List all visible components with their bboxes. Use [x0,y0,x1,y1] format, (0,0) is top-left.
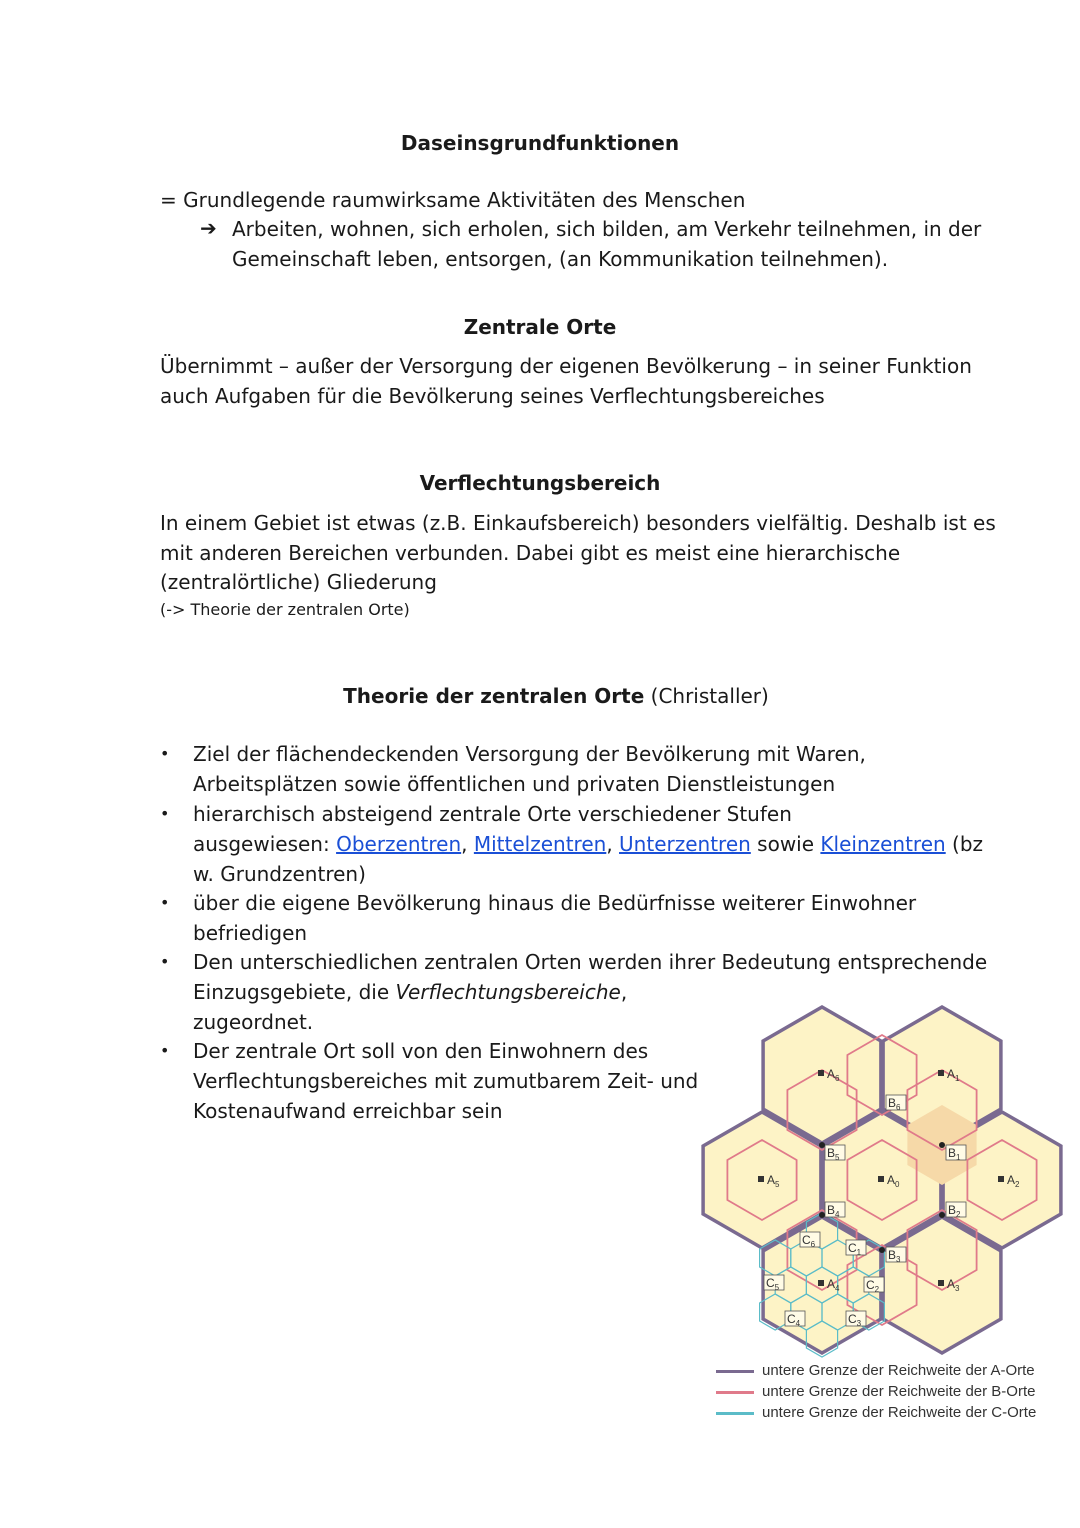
bullet-4: • [160,952,170,971]
bullet-1: • [160,744,170,763]
legend-c [716,1404,1036,1421]
legend-c-line [716,1412,754,1415]
legend-a-line [716,1370,754,1373]
label-c3 [846,1311,866,1328]
title-theorie [0,684,1080,708]
link-oberzentren[interactable]: Oberzentren [336,832,462,856]
b5-line3: Kostenaufwand erreichbar sein [193,1099,503,1123]
label-c4 [785,1311,805,1328]
b4-line2 [193,978,627,1008]
label-text-a0: $A_0$ [887,1173,900,1189]
label-b5 [825,1145,845,1162]
label-text-b1: $B_1$ [948,1146,961,1162]
label-c5 [764,1275,784,1292]
link-mittelzentren[interactable]: Mittelzentren [473,832,607,856]
label-text-b3: $B_3$ [888,1248,901,1264]
label-text-c3: $C_3$ [848,1312,862,1328]
theorie-title-bold: Theorie der zentralen Orte [343,684,645,708]
zentrale-line1: Übernimmt – außer der Versorgung der eigenen Bevölkerung – in seiner Funktion [160,354,972,378]
b4-italic: Verflechtungsbereiche [395,980,621,1004]
zentrale-line2: auch Aufgaben für die Bevölkerung seines Verflechtungsbereiches [160,384,825,408]
label-text-c5: $C_5$ [766,1276,780,1292]
legend-a [716,1362,1035,1379]
legend-b-line [716,1391,754,1394]
legend-c-text: untere Grenze der Reichweite der C-Orte [762,1404,1037,1421]
christaller-hexagon-diagram [690,995,1075,1360]
place-square-a1 [938,1070,944,1076]
daseins-list-line1: Arbeiten, wohnen, sich erholen, sich bilden, am Verkehr teilnehmen, in der [232,217,982,241]
label-text-c6: $C_6$ [802,1233,816,1249]
link-kleinzentren[interactable]: Kleinzentren [820,832,946,856]
label-text-a1: $A_1$ [947,1067,960,1083]
place-square-a6 [818,1070,824,1076]
junction-dot-2 [819,1212,825,1218]
b5-line1: Der zentrale Ort soll von den Einwohnern des [193,1039,649,1063]
link-unterzentren[interactable]: Unterzentren [619,832,751,856]
label-text-b6: $B_6$ [888,1096,901,1112]
label-b6 [886,1095,906,1112]
b2-line2 [193,830,983,860]
b4-line3: zugeordnet. [193,1010,314,1034]
junction-dot-0 [819,1142,825,1148]
b3-line1: über die eigene Bevölkerung hinaus die Bedürfnisse weiterer Einwohner [193,891,917,915]
daseins-definition: = Grundlegende raumwirksame Aktivitäten des Menschen [160,188,746,212]
label-b4 [825,1202,845,1219]
bullet-5: • [160,1041,170,1060]
b4-line1: Den unterschiedlichen zentralen Orten werden ihrer Bedeutung entsprechende [193,950,988,974]
legend-b-text: untere Grenze der Reichweite der B-Orte [762,1383,1036,1400]
label-c1 [846,1240,866,1257]
b2-line1: hierarchisch absteigend zentrale Orte verschiedener Stufen [193,802,792,826]
junction-dot-3 [939,1212,945,1218]
b4-prefix: Einzugsgebiete, die [193,980,396,1004]
place-square-a3 [938,1280,944,1286]
label-text-a5: $A_5$ [767,1173,780,1189]
label-text-a3: $A_3$ [947,1277,960,1293]
b1-line1: Ziel der flächendeckenden Versorgung der Bevölkerung mit Waren, [193,742,866,766]
title-verflechtungsbereich: Verflechtungsbereich [419,471,661,495]
b1-line2: Arbeitsplätzen sowie öffentlichen und privaten Dienstleistungen [193,772,836,796]
label-text-b2: $B_2$ [948,1203,961,1219]
label-text-c1: $C_1$ [848,1241,862,1257]
title-zentrale-orte: Zentrale Orte [463,315,617,339]
verflechtung-line1: In einem Gebiet ist etwas (z.B. Einkaufsbereich) besonders vielfältig. Deshalb ist es [160,511,996,535]
place-square-a0 [878,1176,884,1182]
label-c6 [800,1232,820,1249]
label-text-b4: $B_4$ [827,1203,840,1219]
verflechtung-note: (-> Theorie der zentralen Orte) [160,600,410,619]
daseins-list-line2: Gemeinschaft leben, entsorgen, (an Kommunikation teilnehmen). [232,247,889,271]
b3-line2: befriedigen [193,921,308,945]
label-text-a2: $A_2$ [1007,1173,1020,1189]
b2-sep1: , [461,832,474,856]
legend-a-text: untere Grenze der Reichweite der A-Orte [762,1362,1035,1379]
junction-dot-4 [879,1247,885,1253]
bullet-2: • [160,804,170,823]
verflechtung-line2: mit anderen Bereichen verbunden. Dabei gibt es meist eine hierarchische [160,541,901,565]
label-text-c4: $C_4$ [787,1312,801,1328]
label-text-a6: $A_6$ [827,1067,840,1083]
label-text-a4: $A_4$ [827,1277,840,1293]
junction-dot-1 [939,1142,945,1148]
label-b2 [946,1202,966,1219]
title-daseinsgrundfunktionen: Daseinsgrundfunktionen [400,131,680,155]
b4-suffix: , [620,980,628,1004]
place-square-a2 [998,1176,1004,1182]
place-square-a5 [758,1176,764,1182]
label-text-c2: $C_2$ [866,1278,880,1294]
b5-line2: Verflechtungsbereiches mit zumutbarem Zeit- und [193,1069,699,1093]
label-b3 [886,1247,906,1264]
arrow-icon: ➔ [200,216,217,240]
place-square-a4 [818,1280,824,1286]
label-c2 [864,1277,884,1294]
b2-prefix: ausgewiesen: [193,832,337,856]
verflechtung-line3: (zentralörtliche) Gliederung [160,570,437,594]
b2-line3: w. Grundzentren) [193,862,366,886]
bullet-3: • [160,893,170,912]
b2-sep2: , [606,832,620,856]
legend-b [716,1383,1035,1400]
b2-suffix: (bz [945,832,984,856]
theorie-title-suffix: (Christaller) [650,684,769,708]
label-b1 [946,1145,966,1162]
b2-sep3: sowie [750,832,821,856]
label-text-b5: $B_5$ [827,1146,840,1162]
